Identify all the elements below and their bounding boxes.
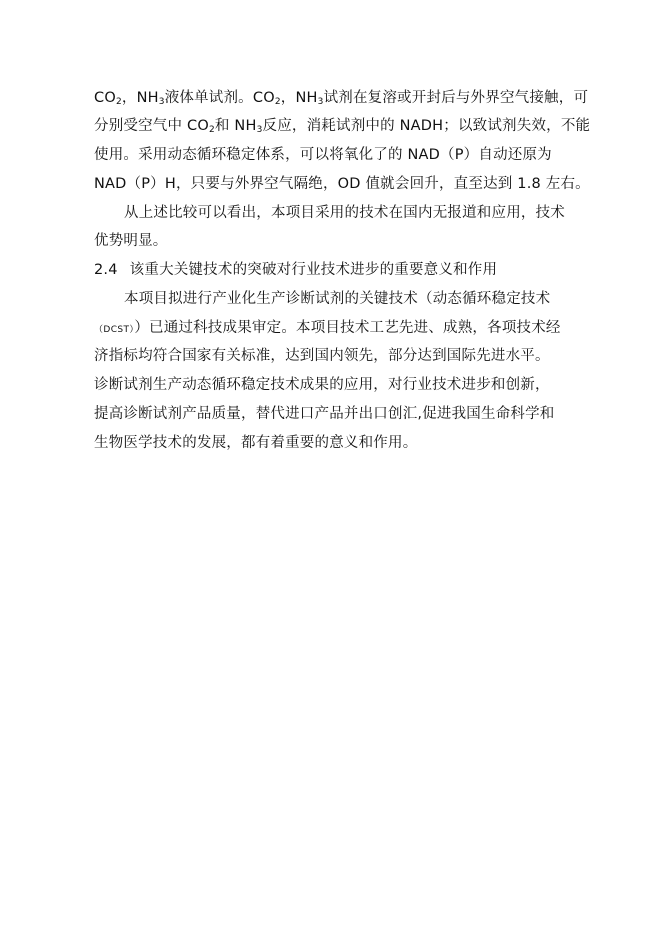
- dcst-abbr: （DCST）: [94, 325, 135, 335]
- paragraph1-line2: [94, 116, 590, 136]
- subscript: 2: [208, 125, 215, 135]
- paragraph3-line5: 提高诊断试剂产品质量，替代进口产品并出口创汇,促进我国生命科学和: [94, 406, 555, 422]
- text-span: ，NH: [121, 90, 159, 106]
- text-span: ）已通过科技成果审定。本项目技术工艺先进、成熟，各项技术经: [134, 320, 561, 336]
- subscript: 2: [115, 97, 122, 107]
- paragraph3-line3: 济指标均符合国家有关标准，达到国内领先，部分达到国际先进水平。: [94, 348, 550, 364]
- text-span: 试剂在复溶或开封后与外界空气接触，可: [323, 90, 589, 106]
- text-span: 反应，消耗试剂中的 NADH；以致试剂失效，不能: [262, 118, 591, 134]
- text-span: 液体单试剂。CO: [164, 90, 275, 106]
- paragraph2-line2: 优势明显。: [94, 233, 168, 249]
- subscript: 3: [256, 125, 263, 135]
- paragraph3-line4: 诊断试剂生产动态循环稳定技术成果的应用，对行业技术进步和创新，: [94, 377, 550, 393]
- subscript: 2: [274, 97, 281, 107]
- text-span: 分别受空气中 CO: [94, 118, 209, 134]
- paragraph3-line1: 本项目拟进行产业化生产诊断试剂的关键技术（动态循环稳定技术: [124, 291, 551, 307]
- paragraph3-line6: 生物医学技术的发展，都有着重要的意义和作用。: [94, 435, 418, 451]
- text-span: 和 NH: [214, 118, 257, 134]
- paragraph1-line1: [94, 88, 588, 108]
- text-span: CO: [94, 90, 116, 106]
- section-number: 2.4: [94, 262, 118, 278]
- paragraph2-line1: 从上述比较可以看出，本项目采用的技术在国内无报道和应用，技术: [124, 205, 565, 221]
- paragraph3-line2: [94, 318, 561, 340]
- subscript: 3: [158, 97, 165, 107]
- section-heading: [94, 260, 497, 280]
- section-title: 该重大关键技术的突破对行业技术进步的重要意义和作用: [129, 262, 498, 278]
- subscript: 3: [317, 97, 324, 107]
- paragraph1-line4: NAD（P）H，只要与外界空气隔绝，OD 值就会回升，直至达到 1.8 左右。: [94, 176, 590, 192]
- text-span: ，NH: [280, 90, 318, 106]
- paragraph1-line3: 使用。采用动态循环稳定体系，可以将氧化了的 NAD（P）自动还原为: [94, 147, 552, 163]
